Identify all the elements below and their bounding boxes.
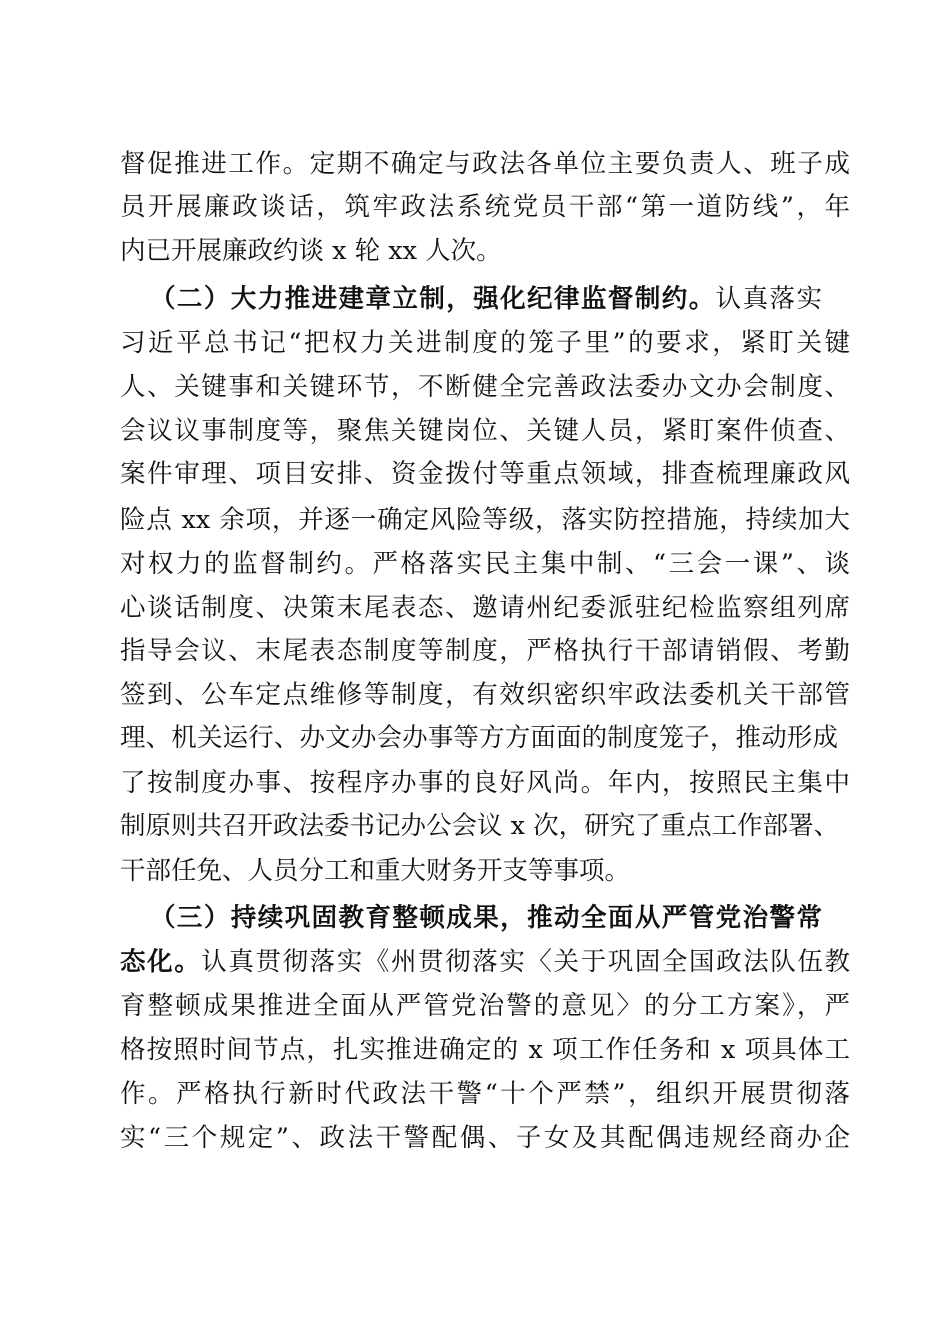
section-heading: （三）持续巩固教育整顿成果，推动全面从严管党治警常 <box>150 903 822 933</box>
body-text-line: 会议议事制度等，聚焦关键岗位、关键人员，紧盯案件侦查、 <box>120 416 850 446</box>
body-text-line: 作。严格执行新时代政法干警“十个严禁”，组织开展贯彻落 <box>120 1079 850 1109</box>
body-text-line: 习近平总书记“把权力关进制度的笼子里”的要求，紧盯关键 <box>120 328 850 358</box>
body-text-line: 员开展廉政谈话，筑牢政法系统党员干部“第一道防线”，年 <box>120 192 850 222</box>
body-text-line: 案件审理、项目安排、资金拨付等重点领域，排查梳理廉政风 <box>120 459 850 489</box>
body-text-line: 干部任免、人员分工和重大财务开支等事项。 <box>120 856 631 886</box>
body-text-fragment: 认真贯彻落实《州贯彻落实〈关于巩固全国政法队伍教 <box>201 947 850 977</box>
body-text-line: 格按照时间节点，扎实推进确定的 x 项工作任务和 x 项具体工 <box>120 1035 850 1065</box>
section-heading: （二）大力推进建章立制，强化纪律监督制约。 <box>150 284 716 314</box>
body-text-line: 理、机关运行、办文办会办事等方方面面的制度笼子，推动形成 <box>120 723 838 753</box>
body-text-line: 了按制度办事、按程序办事的良好风尚。年内，按照民主集中 <box>120 768 850 798</box>
body-text-fragment: 认真落实 <box>715 284 822 314</box>
body-text-line: 对权力的监督制约。严格落实民主集中制、“三会一课”、谈 <box>120 549 850 579</box>
body-text-line: 育整顿成果推进全面从严管党治警的意见〉的分工方案》，严 <box>120 991 850 1021</box>
body-text-line: 人、关键事和关键环节，不断健全完善政法委办文办会制度、 <box>120 372 850 402</box>
section-heading-tail: 态化。 <box>120 947 202 977</box>
body-text-line: 心谈话制度、决策末尾表态、邀请州纪委派驻纪检监察组列席 <box>120 593 850 623</box>
body-text-line: 险点 xx 余项，并逐一确定风险等级，落实防控措施，持续加大 <box>120 505 850 535</box>
body-text-line: 内已开展廉政约谈 x 轮 xx 人次。 <box>120 236 502 266</box>
body-text-line: 签到、公车定点维修等制度，有效织密织牢政法委机关干部管 <box>120 680 850 710</box>
body-text-line <box>120 946 850 978</box>
body-text-line: 督促推进工作。定期不确定与政法各单位主要负责人、班子成 <box>120 149 850 179</box>
body-text-line: 实“三个规定”、政法干警配偶、子女及其配偶违规经商办企 <box>120 1123 850 1153</box>
body-text-line: 制原则共召开政法委书记办公会议 x 次，研究了重点工作部署、 <box>120 811 840 841</box>
body-text-line: 指导会议、末尾表态制度等制度，严格执行干部请销假、考勤 <box>120 636 850 666</box>
section-heading-line <box>150 283 822 315</box>
